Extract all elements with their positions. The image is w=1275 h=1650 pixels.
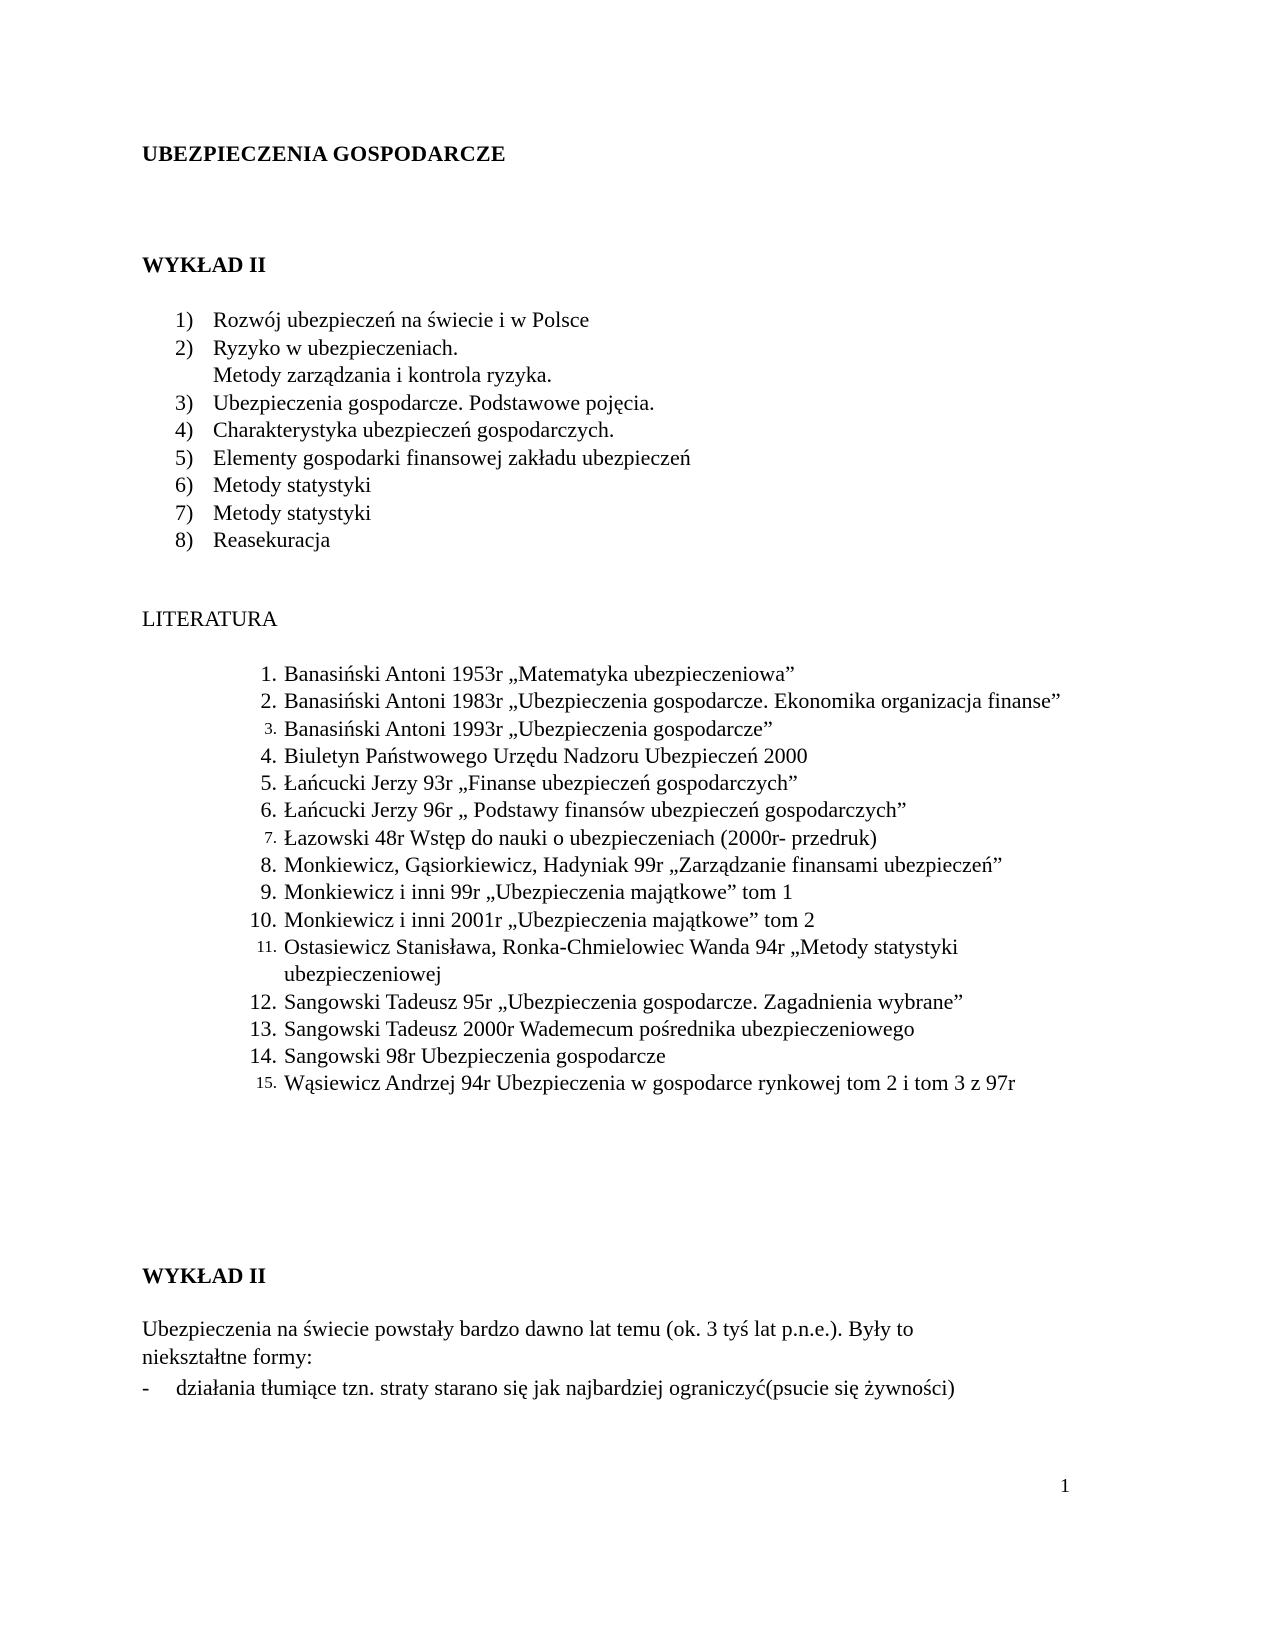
list-number: 1.: [260, 661, 277, 686]
list-item: [237, 824, 1097, 851]
list-text: Łańcucki Jerzy 93r „Finanse ubezpieczeń gospodarczych”: [284, 770, 798, 796]
literature-list: [237, 660, 1097, 1097]
list-number: 4): [175, 417, 194, 442]
list-text: Monkiewicz i inni 99r „Ubezpieczenia majątkowe” tom 1: [284, 879, 793, 905]
list-text: Charakterystyka ubezpieczeń gospodarczych.: [213, 417, 615, 442]
list-number: 12.: [249, 988, 277, 1014]
list-text: Metody zarządzania i kontrola ryzyka.: [213, 362, 553, 387]
list-item: [165, 361, 691, 389]
list-number: 15.: [255, 1073, 277, 1093]
list-text: Sangowski Tadeusz 2000r Wademecum pośrednika ubezpieczeniowego: [284, 1015, 915, 1041]
list-item: [237, 796, 1097, 823]
lecture-heading: WYKŁAD II: [142, 252, 267, 277]
list-item: [237, 933, 1097, 988]
dash-marker: -: [142, 1375, 150, 1400]
list-item: [237, 1015, 1097, 1042]
document-title: UBEZPIECZENIA GOSPODARCZE: [142, 141, 506, 166]
list-item: [237, 1042, 1097, 1069]
list-text: Monkiewicz i inni 2001r „Ubezpieczenia majątkowe” tom 2: [284, 906, 815, 932]
list-item: [237, 1069, 1097, 1096]
list-number: 8.: [260, 852, 277, 878]
list-number: 10.: [249, 906, 277, 932]
list-text: Reasekuracja: [213, 527, 331, 552]
list-text: Ryzyko w ubezpieczeniach.: [213, 334, 459, 360]
list-text: Elementy gospodarki finansowej zakładu ubezpieczeń: [213, 444, 691, 470]
list-number: 2): [175, 334, 194, 360]
body-paragraph: Ubezpieczenia na świecie powstały bardzo dawno lat temu (ok. 3 tyś lat p.n.e.). Były to niekształtne formy:: [142, 1316, 914, 1369]
list-number: 2.: [260, 688, 277, 714]
list-text: Banasiński Antoni 1983r „Ubezpieczenia gospodarcze. Ekonomika organizacja finanse”: [284, 688, 1061, 714]
list-item: [237, 715, 1097, 742]
literature-heading: LITERATURA: [142, 606, 278, 631]
list-text: Łazowski 48r Wstęp do nauki o ubezpieczeniach (2000r- przedruk): [284, 824, 877, 850]
list-number: 8): [175, 527, 194, 552]
list-number: 5.: [260, 770, 277, 796]
list-text: Banasiński Antoni 1953r „Matematyka ubezpieczeniowa”: [284, 661, 795, 686]
list-item: [165, 444, 691, 472]
list-item: [165, 526, 691, 554]
list-number: 11.: [256, 936, 277, 956]
list-item: [237, 878, 1097, 905]
list-text: Ubezpieczenia gospodarcze. Podstawowe pojęcia.: [213, 389, 655, 415]
list-text: Metody statystyki: [213, 472, 372, 497]
list-item: [237, 906, 1097, 933]
list-item: [237, 742, 1097, 769]
list-text: Rozwój ubezpieczeń na świecie i w Polsce: [213, 307, 590, 332]
list-item: [237, 988, 1097, 1015]
list-item: [237, 660, 1097, 687]
list-number: 7.: [264, 827, 277, 847]
list-number: 7): [175, 499, 194, 525]
list-item: [165, 471, 691, 499]
list-item: [165, 334, 691, 362]
list-text: Łańcucki Jerzy 96r „ Podstawy finansów ubezpieczeń gospodarczych”: [284, 797, 907, 823]
list-item: [165, 389, 691, 417]
list-text: Sangowski Tadeusz 95r „Ubezpieczenia gospodarcze. Zagadnienia wybrane”: [284, 988, 964, 1014]
list-item: [165, 416, 691, 444]
list-text: Monkiewicz, Gąsiorkiewicz, Hadyniak 99r „Zarządzanie finansami ubezpieczeń”: [284, 852, 1003, 878]
topics-list: [165, 306, 691, 554]
list-text: Biuletyn Państwowego Urzędu Nadzoru Ubezpieczeń 2000: [284, 742, 808, 768]
list-item: [165, 499, 691, 527]
list-number: 3): [175, 389, 194, 415]
list-number: 1): [175, 307, 194, 332]
lecture-heading-second: WYKŁAD II: [142, 1263, 267, 1288]
list-number: 13.: [249, 1015, 277, 1041]
list-number: 6.: [260, 797, 277, 823]
list-text: Wąsiewicz Andrzej 94r Ubezpieczenia w gospodarce rynkowej tom 2 i tom 3 z 97r: [284, 1070, 1016, 1096]
list-number: 5): [175, 444, 194, 470]
list-text: Banasiński Antoni 1993r „Ubezpieczenia gospodarcze”: [284, 715, 773, 741]
list-text: Metody statystyki: [213, 499, 372, 525]
list-item: [237, 769, 1097, 796]
list-text: Ostasiewicz Stanisława, Ronka-Chmielowiec Wanda 94r „Metody statystyki ubezpieczeniowej: [284, 933, 959, 987]
list-item: [237, 687, 1097, 714]
dash-list-item: [142, 1374, 955, 1402]
list-number: 9.: [260, 879, 277, 905]
list-number: 3.: [264, 718, 277, 738]
page-number: 1: [1060, 1475, 1070, 1497]
list-number: 4.: [260, 742, 277, 768]
list-item: [237, 851, 1097, 878]
list-item: [165, 306, 691, 334]
dash-item-text: działania tłumiące tzn. straty starano się jak najbardziej ograniczyć(psucie się żywności): [176, 1375, 955, 1400]
list-number: 14.: [249, 1043, 277, 1069]
list-text: Sangowski 98r Ubezpieczenia gospodarcze: [284, 1043, 666, 1069]
list-number: 6): [175, 472, 194, 497]
